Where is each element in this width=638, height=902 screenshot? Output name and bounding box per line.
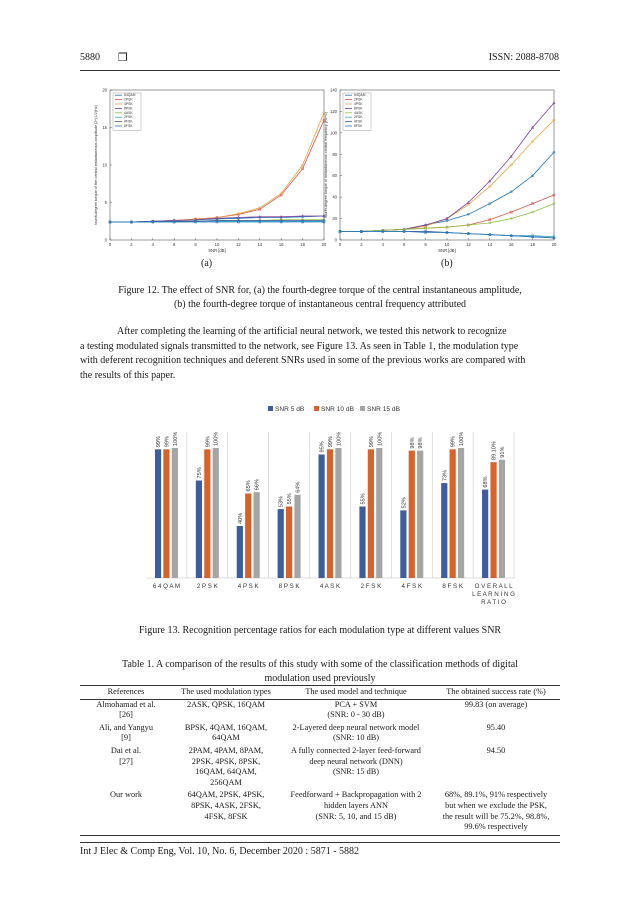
legend-label: 64QAM — [124, 93, 136, 98]
x-tick-label: 12 — [466, 242, 471, 247]
table-cell — [432, 746, 560, 790]
header-rule — [80, 70, 560, 71]
data-label: 99% — [156, 436, 163, 448]
data-label: 100% — [336, 431, 343, 446]
legend-label: 8FSK — [354, 124, 363, 128]
y-tick-label: 10 — [102, 162, 107, 168]
x-tick-label: 0 — [108, 242, 112, 247]
figure12-caption — [80, 284, 560, 312]
table-cell — [172, 746, 280, 790]
x-tick-label: 8 — [424, 242, 427, 247]
table-cell-line: Feedforward + Backpropagation with 2 — [290, 790, 422, 800]
bar — [213, 448, 219, 578]
bar — [294, 495, 300, 578]
y-tick-label: 0 — [334, 237, 337, 243]
table-cell — [432, 699, 560, 723]
x-tick-label: 4 — [381, 242, 384, 247]
table-cell — [80, 790, 172, 835]
table-cell-line: Almohamad et al. — [96, 699, 156, 709]
bar — [163, 449, 169, 578]
data-label: 55% — [287, 493, 294, 505]
legend-label: 4FSK — [124, 119, 133, 124]
y-tick-label: 120 — [330, 108, 337, 114]
table-cell-line: BPSK, 4QAM, 16QAM, — [184, 722, 268, 732]
data-label: 64% — [295, 481, 302, 493]
table-cell-line: 2PSK, 4PSK, 8PSK, — [191, 756, 261, 766]
y-tick-label: 5 — [104, 200, 107, 205]
table-cell-line: 68%, 89.1%, 91% respectively — [444, 790, 548, 800]
table-cell-line: deep neural network (DNN) — [309, 756, 403, 766]
data-label: 89.10% — [491, 441, 498, 461]
data-label: 95% — [319, 441, 326, 453]
data-label: 99% — [368, 436, 375, 448]
category-label: O V E R A L L — [474, 583, 513, 590]
table-cell — [80, 699, 172, 723]
panel-b-label: (b) — [441, 258, 453, 269]
category-label: 2 F S K — [360, 583, 382, 590]
bar — [376, 448, 382, 578]
figure12-caption-line1: Figure 12. The effect of SNR for, (a) the fourth-degree torque of the central instantaneous amplitude, — [118, 285, 522, 296]
bar — [335, 448, 341, 578]
table-header-row — [80, 686, 560, 700]
y-tick-label: 40 — [332, 194, 337, 200]
legend-label: 2PSK — [124, 97, 133, 102]
legend-label: 4ASK — [124, 110, 133, 115]
data-label: 73% — [442, 469, 449, 482]
footer-rule — [80, 842, 560, 843]
x-tick-label: 16 — [278, 242, 284, 247]
table-header-cell: The used modulation types — [172, 686, 280, 700]
table-cell-line: 94.50 — [486, 745, 506, 755]
figure13-caption: Figure 13. Recognition percentage ratios for each modulation type at different values SNR — [138, 625, 502, 636]
table-cell-line: 256QAM — [210, 777, 242, 787]
x-tick-label: 2 — [130, 242, 133, 247]
data-label: 66% — [254, 478, 261, 491]
x-tick-label: 4 — [151, 242, 154, 247]
data-label: 100% — [377, 431, 384, 446]
table1-caption-line2: modulation used previously — [264, 673, 376, 684]
table-cell — [172, 790, 280, 835]
figure12-caption-line2: (b) the fourth-degree torque of instantaneous central frequency attributed — [173, 299, 467, 310]
table-cell-line: (SNR: 0 - 30 dB) — [327, 710, 385, 720]
data-label: 91% — [499, 446, 506, 458]
table-cell — [172, 699, 280, 723]
body-paragraph — [80, 325, 560, 383]
y-tick-label: 0 — [104, 237, 107, 243]
x-tick-label: 6 — [173, 242, 176, 247]
data-label: 75% — [196, 467, 203, 479]
category-label: 8 P S K — [278, 583, 300, 590]
table-cell — [280, 699, 432, 723]
bar — [409, 451, 415, 578]
legend-label: 2FSK — [354, 115, 363, 120]
legend-label: 4PSK — [354, 102, 363, 106]
bar — [286, 507, 292, 579]
page-number: 5880 — [80, 52, 100, 63]
category-label: 6 4 Q A M — [152, 583, 181, 590]
table-cell-line: [26] — [119, 710, 133, 720]
legend-label: 4FSK — [354, 119, 363, 124]
y-axis-label: fourth-degree torque of the central instantaneous amplitude (2^(1/2)Hz) — [94, 105, 98, 225]
category-label: 4 A S K — [319, 583, 341, 590]
bar — [254, 492, 260, 578]
legend-label: SNR 5 dB — [275, 406, 305, 413]
data-label: 100% — [213, 431, 220, 446]
x-axis-label: SNR [dB] — [208, 248, 226, 253]
table-cell-line: hidden layers ANN — [323, 800, 389, 810]
paragraph-line3: with deferent recognition techniques and deferent SNRs used in some of the previous works are compared with — [80, 355, 526, 366]
table-cell-line: 95.40 — [486, 722, 506, 732]
section-mark-icon: ❒ — [118, 51, 128, 64]
table-cell — [280, 746, 432, 790]
y-tick-label: 80 — [332, 151, 337, 157]
table-cell-line: 8PSK, 4ASK, 2FSK, — [191, 800, 261, 810]
bar — [400, 510, 406, 578]
table-cell — [432, 790, 560, 835]
table-row — [80, 699, 560, 723]
legend-swatch — [268, 406, 273, 411]
legend-swatch — [360, 406, 365, 411]
x-tick-label: 0 — [338, 242, 342, 247]
table-cell — [172, 723, 280, 746]
data-label: 99% — [328, 436, 334, 448]
table1-caption — [80, 658, 560, 686]
data-label: 100% — [459, 431, 466, 446]
bar — [417, 451, 423, 578]
bar — [359, 507, 365, 579]
x-tick-label: 8 — [194, 242, 197, 247]
legend-label: 8PSK — [124, 106, 133, 111]
table-cell-line: (SNR: 15 dB) — [332, 767, 380, 777]
legend-swatch — [314, 406, 319, 411]
legend-label: 2FSK — [124, 115, 133, 120]
figure13-bar-chart — [140, 402, 520, 614]
data-label: 99% — [164, 436, 171, 448]
x-tick-label: 2 — [360, 242, 363, 247]
table-header-cell: The obtained success rate (%) — [432, 686, 560, 700]
y-tick-label: 140 — [330, 87, 337, 93]
data-label: 99% — [205, 436, 212, 448]
table-cell-line: (SNR: 5, 10, and 15 dB) — [315, 811, 397, 821]
bar — [499, 460, 505, 578]
table-cell-line: 2-Layered deep neural network model — [292, 722, 420, 732]
table-cell — [80, 723, 172, 746]
table-cell-line: 16QAM, 64QAM, — [195, 767, 257, 777]
bar — [441, 483, 447, 578]
legend-label: SNR 15 dB — [367, 406, 400, 413]
table1 — [80, 685, 560, 836]
table-cell-line: 99.83 (on average) — [464, 699, 528, 709]
x-tick-label: 6 — [403, 242, 406, 247]
x-tick-label: 14 — [487, 242, 493, 247]
table1-caption-line1: Table 1. A comparison of the results of this study with some of the classification methods of digital — [122, 659, 518, 670]
table-cell-line: A fully connected 2-layer feed-forward — [291, 745, 421, 755]
table-cell-line: 99.6% respectively — [464, 822, 528, 832]
legend-label: 4PSK — [124, 102, 133, 106]
table-cell-line: but when we exclude the PSK, — [445, 800, 547, 810]
table-cell-line: [27] — [119, 756, 133, 766]
bar — [458, 448, 464, 578]
category-label: 2 P S K — [196, 583, 218, 590]
table-cell-line: 64QAM — [212, 733, 240, 743]
issn: ISSN: 2088-8708 — [488, 52, 559, 63]
data-label: 99% — [450, 436, 457, 448]
legend-label: 8PSK — [354, 106, 363, 111]
bar — [368, 449, 374, 578]
data-label: 55% — [360, 493, 367, 505]
panel-a-label: (a) — [201, 258, 213, 269]
bar — [172, 448, 178, 578]
table-cell — [432, 723, 560, 746]
x-tick-label: 10 — [214, 242, 220, 247]
data-label: 40% — [237, 512, 244, 524]
category-label: 4 F S K — [401, 583, 423, 590]
table-cell-line: 4FSK, 8FSK — [204, 811, 248, 821]
bar — [450, 449, 456, 578]
legend-label: 8FSK — [124, 124, 133, 128]
x-tick-label: 18 — [300, 242, 305, 247]
legend-label: SNR 10 dB — [321, 406, 354, 413]
table-cell-line: Dai et al. — [110, 745, 142, 755]
table-cell-line: PCA + SVM — [334, 699, 378, 709]
bar — [155, 449, 161, 578]
bar — [245, 494, 251, 579]
bar — [196, 481, 202, 579]
data-label: 100% — [172, 431, 179, 446]
table-cell-line: [9] — [121, 733, 131, 743]
x-tick-label: 16 — [508, 242, 514, 247]
y-tick-label: 15 — [102, 125, 107, 130]
table-cell-line: Ali, and Yangyu — [99, 722, 153, 732]
table-cell — [80, 746, 172, 790]
table-cell-line: (SNR: 10 dB) — [332, 733, 380, 743]
bar — [204, 449, 210, 578]
data-label: 53% — [278, 495, 285, 508]
table-cell-line: 64QAM, 2PSK, 4PSK, — [187, 790, 265, 800]
paragraph-line4: the results of this paper. — [80, 369, 176, 381]
table-header-cell: References — [80, 686, 172, 700]
data-label: 98% — [409, 437, 416, 449]
y-tick-label: 20 — [102, 87, 107, 93]
table-cell — [280, 790, 432, 835]
x-tick-label: 12 — [236, 242, 241, 247]
figure12-panel-a — [88, 84, 342, 260]
table-header-cell: The used model and technique — [280, 686, 432, 700]
y-tick-label: 60 — [332, 173, 337, 179]
figure12-panel-b — [318, 84, 572, 260]
legend-label: 4ASK — [354, 110, 363, 115]
bar — [490, 462, 496, 578]
y-tick-label: 20 — [332, 216, 337, 222]
table-cell — [280, 723, 432, 746]
bar — [237, 526, 243, 578]
category-label: 4 P S K — [237, 583, 259, 590]
data-label: 52% — [401, 497, 408, 509]
bar — [327, 449, 333, 578]
footer-citation: Int J Elec & Comp Eng, Vol. 10, No. 6, December 2020 : 5871 - 5882 — [80, 846, 360, 857]
y-tick-label: 100 — [330, 130, 337, 136]
data-label: 65% — [246, 480, 253, 492]
table-cell-line: Our work — [109, 790, 143, 800]
table-cell-line: 2PAM, 4PAM, 8PAM, — [188, 745, 264, 755]
paragraph-line1: After completing the learning of the artificial neural network, we tested this network to recognize — [117, 326, 507, 337]
x-tick-label: 14 — [257, 242, 263, 247]
bar — [482, 490, 488, 578]
x-tick-label: 20 — [551, 242, 557, 247]
data-label: 68% — [483, 476, 490, 488]
legend-label: 64QAM — [354, 93, 366, 98]
legend-label: 2PSK — [354, 97, 363, 102]
x-tick-label: 20 — [321, 242, 327, 247]
table-row — [80, 746, 560, 790]
paragraph-line2: a testing modulated signals transmitted to the network, see Figure 13. As seen in Table 1, the modulation type — [80, 340, 519, 352]
table-row — [80, 790, 560, 835]
bar — [278, 509, 284, 578]
x-axis-label: SNR [dB] — [438, 248, 456, 253]
category-label: L E A R N I N G — [472, 591, 515, 598]
table-cell-line: the result will be 75.2%, 98.8%, — [442, 811, 550, 821]
table-cell-line: 2ASK, QPSK, 16QAM — [187, 699, 265, 709]
x-tick-label: 10 — [444, 242, 450, 247]
data-label: 98% — [418, 437, 425, 449]
category-label: 8 F S K — [442, 583, 463, 590]
y-axis-label: fourth-degree torque of instantaneous central frequency (Hz^4) — [324, 112, 328, 218]
table-row — [80, 723, 560, 746]
category-label: R A T I O — [481, 599, 507, 606]
x-tick-label: 18 — [530, 242, 535, 247]
bar — [319, 455, 325, 579]
